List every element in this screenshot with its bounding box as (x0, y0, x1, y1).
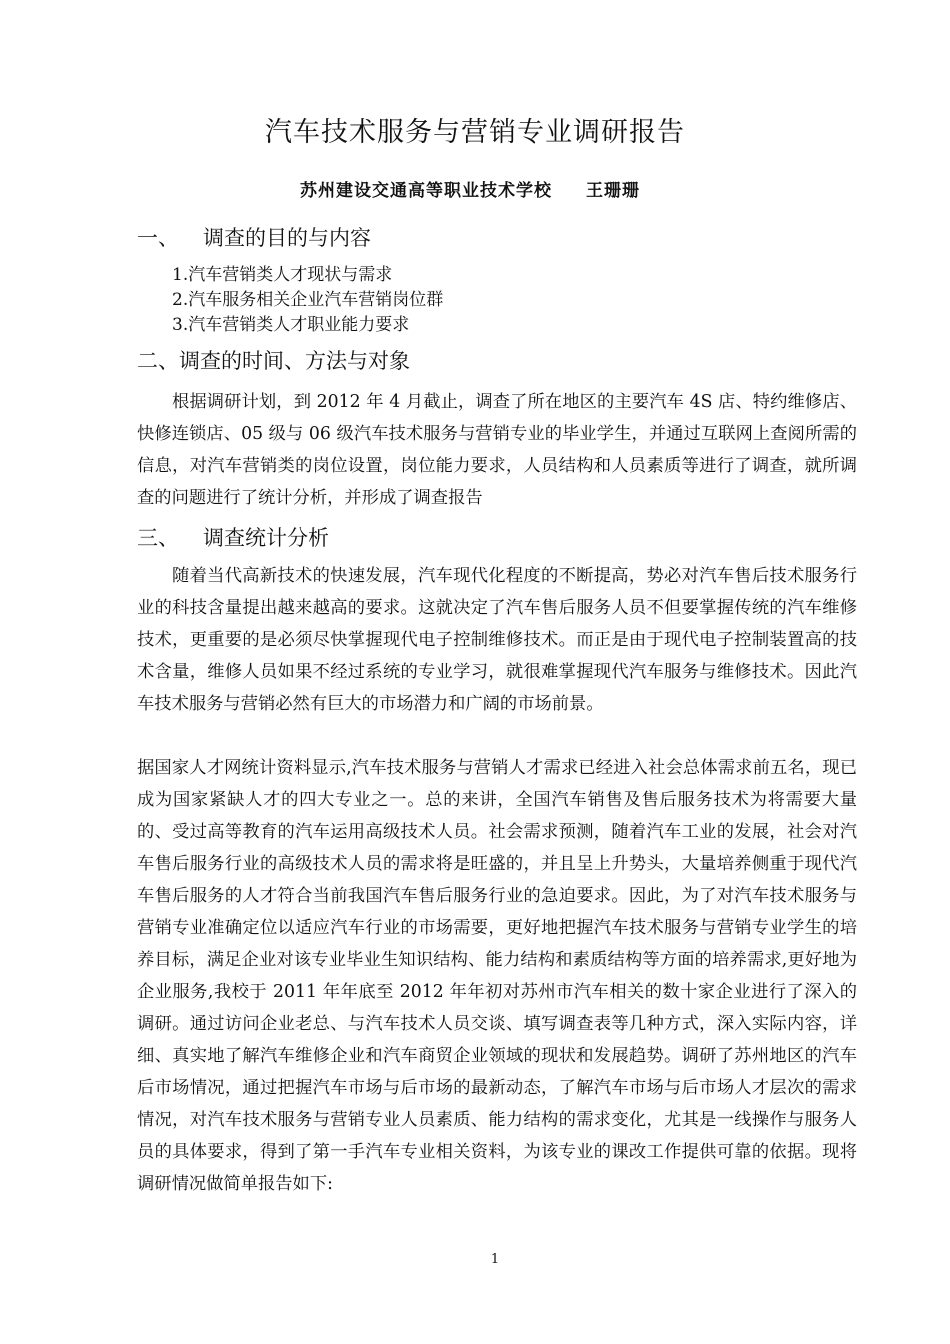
author-school: 苏州建设交通高等职业技术学校 (300, 181, 552, 201)
section-3-paragraph-1: 随着当代高新技术的快速发展，汽车现代化程度的不断提高，势必对汽车售后技术服务行业的科技含量提出越来越高的要求。这就决定了汽车售后服务人员不但要掌握传统的汽车维修技术，更重要的是必须尽快掌握现代电子控制维修技术。而正是由于现代电子控制装置高的技术含量，维修人员如果不经过系统的专业学习，就很难掌握现代汽车服务与维修技术。因此汽车技术服务与营销必然有巨大的市场潜力和广阔的市场前景。 (137, 566, 857, 714)
section-3-heading (137, 522, 329, 552)
author-name: 王珊珊 (586, 181, 640, 201)
document-title: 汽车技术服务与营销专业调研报告 (265, 117, 685, 148)
list-item: 3.汽车营销类人才职业能力要求 (172, 315, 410, 335)
author-line (300, 176, 720, 201)
section-3-number: 三、 (137, 526, 179, 550)
list-item: 2.汽车服务相关企业汽车营销岗位群 (172, 290, 444, 310)
section-1-title: 调查的目的与内容 (203, 226, 371, 250)
page-number: 1 (490, 1252, 500, 1267)
section-2-paragraph: 根据调研计划，到 2012 年 4 月截止，调查了所在地区的主要汽车 4S 店、特约维修店、快修连锁店、05 级与 06 级汽车技术服务与营销专业的毕业学生，并通过互联网上查阅所需的信息，对汽车营销类的岗位设置，岗位能力要求，人员结构和人员素质等进行了调查，就所调查的问题进行了统计分析，并形成了调查报告 (137, 392, 857, 508)
section-1-heading (137, 222, 371, 252)
section-3-title: 调查统计分析 (203, 526, 329, 550)
section-2-heading: 二、调查的时间、方法与对象 (137, 349, 410, 373)
section-1-number: 一、 (137, 226, 179, 250)
list-item: 1.汽车营销类人才现状与需求 (172, 265, 393, 285)
section-3-paragraph-2: 据国家人才网统计资料显示,汽车技术服务与营销人才需求已经进入社会总体需求前五名，现已成为国家紧缺人才的四大专业之一。总的来讲，全国汽车销售及售后服务技术为将需要大量的、受过高等教育的汽车运用高级技术人员。社会需求预测，随着汽车工业的发展，社会对汽车售后服务行业的高级技术人员的需求将是旺盛的，并且呈上升势头，大量培养侧重于现代汽车售后服务的人才符合当前我国汽车售后服务行业的急迫要求。因此，为了对汽车技术服务与营销专业准确定位以适应汽车行业的市场需要，更好地把握汽车技术服务与营销专业学生的培养目标，满足企业对该专业毕业生知识结构、能力结构和素质结构等方面的培养需求,更好地为企业服务,我校于 2011 年年底至 2012 年年初对苏州市汽车相关的数十家企业进行了深入的调研。通过访问企业老总、与汽车技术人员交谈、填写调查表等几种方式，深入实际内容，详细、真实地了解汽车维修企业和汽车商贸企业领域的现状和发展趋势。调研了苏州地区的汽车后市场情况，通过把握汽车市场与后市场的最新动态，了解汽车市场与后市场人才层次的需求情况，对汽车技术服务与营销专业人员素质、能力结构的需求变化，尤其是一线操作与服务人员的具体要求，得到了第一手汽车专业相关资料，为该专业的课改工作提供可靠的依据。现将调研情况做简单报告如下: (137, 758, 857, 1194)
section-1-list (172, 263, 443, 338)
